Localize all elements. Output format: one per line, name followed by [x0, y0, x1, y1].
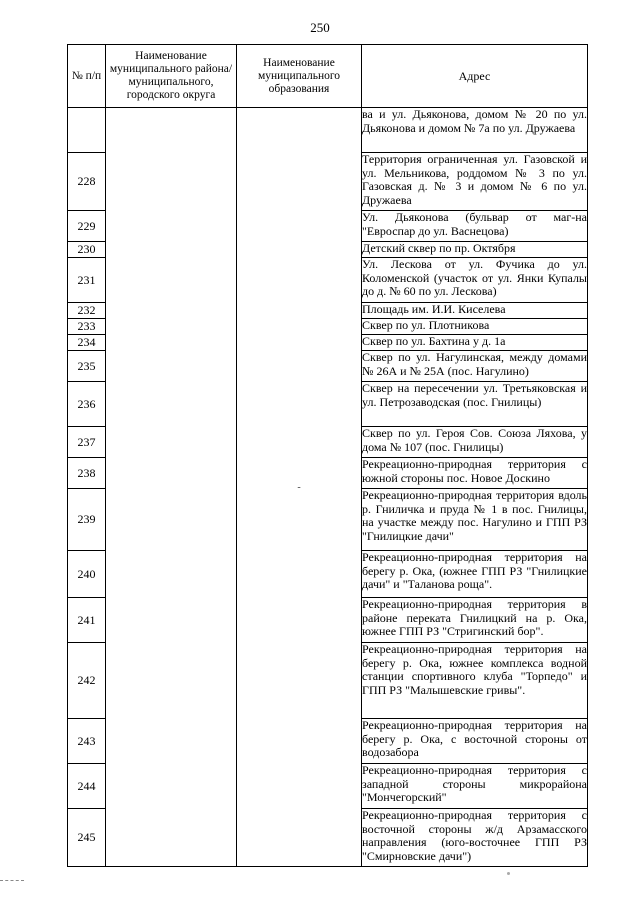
row-address: Сквер по ул. Героя Сов. Союза Ляхова, у дома № 107 (пос. Гнилицы): [362, 427, 588, 458]
row-address: Ул. Дьяконова (бульвар от маг-на "Евроспар до ул. Васнецова): [362, 211, 588, 242]
table-header-row: [68, 45, 588, 108]
row-number: 232: [68, 303, 106, 319]
row-address: Сквер на пересечении ул. Третьяковская и ул. Петрозаводская (пос. Гнилицы): [362, 382, 588, 427]
scan-edge-mark: [0, 880, 24, 881]
row-number: 241: [68, 598, 106, 643]
row-address: Рекреационно-природная территория в районе переката Гнилицкий на р. Ока, южнее ГПП РЗ "Стригинский бор".: [362, 598, 588, 643]
row-number: 244: [68, 764, 106, 809]
row-number: 242: [68, 643, 106, 719]
row-address: Рекреационно-природная территория на берегу р. Ока, (южнее ГПП РЗ "Гнилицкие дачи" и "Таланова роща".: [362, 551, 588, 598]
row-number: 230: [68, 242, 106, 258]
row-address: Рекреационно-природная территория вдоль р. Гниличка и пруда № 1 в пос. Гнилицы, на участке между пос. Нагулино и ГПП РЗ "Гнилицкие дачи": [362, 489, 588, 551]
table-row: [68, 108, 588, 153]
row-address: Рекреационно-природная территория с восточной стороны ж/д Арзамасского направления (юго-восточнее ГПП РЗ "Смирновские дачи"): [362, 809, 588, 867]
row-number: 238: [68, 458, 106, 489]
row-address: ва и ул. Дьяконова, домом № 20 по ул. Дьяконова и домом № 7а по ул. Дружаева: [362, 108, 588, 153]
header-address: Адрес: [362, 45, 588, 108]
row-number: 235: [68, 351, 106, 382]
row-address: Рекреационно-природная территория на берегу р. Ока, южнее комплекса водной станции спортивного клуба "Торпедо" и ГПП РЗ "Малышевские гривы".: [362, 643, 588, 719]
row-address: Рекреационно-природная территория с южной стороны пос. Новое Доскино: [362, 458, 588, 489]
row-number: 233: [68, 319, 106, 335]
header-num: № п/п: [68, 45, 106, 108]
row-number: 240: [68, 551, 106, 598]
header-district: Наименование муниципального района/ муниципального, городского округа: [106, 45, 237, 108]
row-address: Сквер по ул. Плотникова: [362, 319, 588, 335]
row-number: 236: [68, 382, 106, 427]
row-number: 243: [68, 719, 106, 764]
row-address: Сквер по ул. Бахтина у д. 1а: [362, 335, 588, 351]
page-number: 250: [310, 20, 330, 35]
row-number: 245: [68, 809, 106, 867]
row-address: Детский сквер по пр. Октября: [362, 242, 588, 258]
row-address: Рекреационно-природная территория с западной стороны микрорайона "Мончегорский": [362, 764, 588, 809]
row-address: Сквер по ул. Нагулинская, между домами № 26А и № 25А (пос. Нагулино): [362, 351, 588, 382]
formation-cell: [237, 108, 362, 867]
row-number: 228: [68, 153, 106, 211]
row-address: Ул. Лескова от ул. Фучика до ул. Коломенской (участок от ул. Янки Купалы до д. № 60 по ул. Лескова): [362, 258, 588, 303]
span-mark: -: [297, 481, 301, 493]
row-number: 239: [68, 489, 106, 551]
row-number: [68, 108, 106, 153]
row-address: Территория ограниченная ул. Газовской и ул. Мельникова, роддомом № 3 по ул. Газовская д. № 3 и домом № 6 по ул. Дружаева: [362, 153, 588, 211]
row-address: Площадь им. И.И. Киселева: [362, 303, 588, 319]
row-number: 237: [68, 427, 106, 458]
row-number: 231: [68, 258, 106, 303]
row-number: 234: [68, 335, 106, 351]
row-number: 229: [68, 211, 106, 242]
register-table: [67, 44, 588, 867]
header-formation: Наименование муниципального образования: [237, 45, 362, 108]
scan-speck: [507, 872, 510, 875]
district-cell: [106, 108, 237, 867]
row-address: Рекреационно-природная территория на берегу р. Ока, с восточной стороны от водозабора: [362, 719, 588, 764]
